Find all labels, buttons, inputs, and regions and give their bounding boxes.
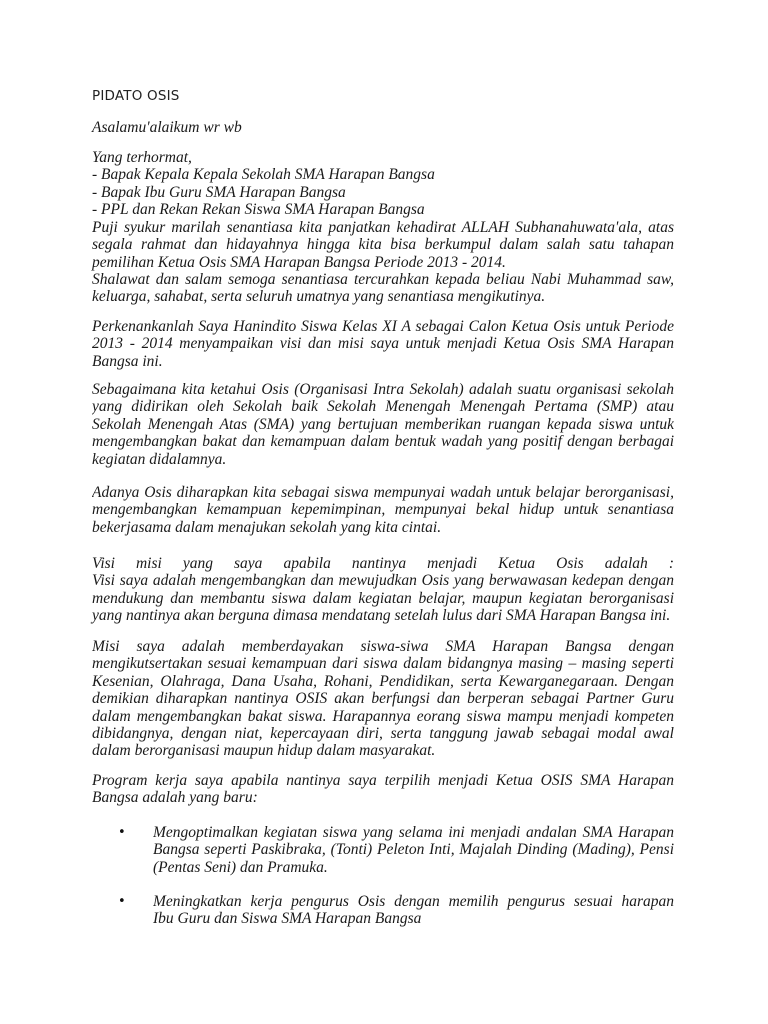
text-line: mengembangkan bakat dan kemampuan dalam bentuk wadah yang positif dengan berbagai bbox=[92, 433, 674, 451]
text-line: Kesenian, Olahraga, Dana Usaha, Rohani, Pendidikan, serta Kewarganegaraan. Dengan bbox=[92, 672, 674, 690]
bullet-icon: • bbox=[118, 894, 126, 909]
text-line: pemilihan Ketua Osis SMA Harapan Bangsa Periode 2013 - 2014. bbox=[92, 253, 506, 271]
paragraph bbox=[92, 271, 674, 306]
text-line: yang nantinya akan berguna dimasa mendatang setelah lulus dari SMA Harapan Bangsa ini. bbox=[92, 607, 671, 625]
text-line: Sekolah Menengah Atas (SMA) yang bertujuan memberikan ruangan kepada siswa untuk bbox=[92, 415, 674, 433]
bullet-item bbox=[153, 893, 674, 928]
text-line: Puji syukur marilah senantiasa kita panjatkan kehadirat ALLAH Subhanahuwata'ala, atas bbox=[92, 219, 674, 236]
paragraph bbox=[92, 772, 674, 807]
text-line: Visi saya adalah mengembangkan dan mewujudkan Osis yang berwawasan kedepan dengan bbox=[92, 572, 674, 590]
text-line: yang didirikan oleh Sekolah baik Sekolah Menengah Menengah Pertama (SMP) atau bbox=[92, 398, 674, 416]
text-line: Asalamu'alaikum wr wb bbox=[92, 119, 242, 136]
text-line: - PPL dan Rekan Rekan Siswa SMA Harapan Bangsa bbox=[92, 201, 425, 219]
text-line: Adanya Osis diharapkan kita sebagai siswa mempunyai wadah untuk belajar berorganisasi, bbox=[92, 484, 674, 501]
text-line: kegiatan didalamnya. bbox=[92, 450, 227, 468]
text-line: mengikutsertakan sesuai kemampuan dari siswa dalam bidangnya masing – masing seperti bbox=[92, 655, 674, 673]
paragraph bbox=[92, 119, 674, 136]
paragraph bbox=[92, 219, 674, 271]
text-line: Visi misi yang saya apabila nantinya menjadi Ketua Osis adalah : bbox=[92, 555, 674, 572]
text-line: Bangsa ini. bbox=[92, 352, 163, 370]
text-line: mendukung dan membantu siswa dalam kegiatan belajar, maupun kegiatan berorganisasi bbox=[92, 589, 674, 607]
paragraph bbox=[92, 484, 674, 536]
text-line: Shalawat dan salam semoga senantiasa tercurahkan kepada beliau Nabi Muhammad saw, bbox=[92, 271, 674, 288]
text-line: - Bapak Kepala Kepala Sekolah SMA Harapan Bangsa bbox=[92, 166, 435, 184]
text-line: dibidangnya, dengan niat, kepercayaan diri, serta tanggung jawab sebagai modal awal bbox=[92, 724, 674, 742]
paragraph bbox=[92, 638, 674, 760]
document-title: PIDATO OSIS bbox=[92, 88, 180, 104]
text-line: dalam berorganisasi maupun hidup dalam masyarakat. bbox=[92, 742, 436, 760]
text-line: 2013 - 2014 menyampaikan visi dan misi saya untuk menjadi Ketua Osis SMA Harapan bbox=[92, 335, 674, 353]
text-line: Ibu Guru dan Siswa SMA Harapan Bangsa bbox=[153, 910, 422, 928]
text-line: - Bapak Ibu Guru SMA Harapan Bangsa bbox=[92, 183, 346, 201]
text-line: Meningkatkan kerja pengurus Osis dengan memilih pengurus sesuai harapan bbox=[153, 893, 674, 910]
text-line: Perkenankanlah Saya Hanindito Siswa Kelas XI A sebagai Calon Ketua Osis untuk Periode bbox=[92, 318, 674, 335]
text-line: demikian diharapkan nantinya OSIS akan berfungsi dan berperan sebagai Partner Guru bbox=[92, 690, 674, 708]
text-line: Program kerja saya apabila nantinya saya terpilih menjadi Ketua OSIS SMA Harapan bbox=[92, 772, 674, 789]
text-line: Bangsa seperti Paskibraka, (Tonti) Peleton Inti, Majalah Dinding (Mading), Pensi bbox=[153, 841, 674, 859]
paragraph bbox=[92, 555, 674, 625]
bullet-item bbox=[153, 824, 674, 876]
text-line: dalam mengembangkan bakat siswa. Harapannya eorang siswa mampu menjadi kompeten bbox=[92, 707, 674, 725]
paragraph bbox=[92, 149, 674, 219]
text-line: Misi saya adalah memberdayakan siswa-siwa SMA Harapan Bangsa dengan bbox=[92, 638, 674, 655]
paragraph bbox=[92, 381, 674, 468]
text-line: keluarga, sahabat, serta seluruh umatnya yang senantiasa mengikutinya. bbox=[92, 288, 546, 306]
text-line: segala rahmat dan hidayahnya hingga kita bisa berkumpul dalam salah satu tahapan bbox=[92, 236, 674, 254]
text-line: Mengoptimalkan kegiatan siswa yang selama ini menjadi andalan SMA Harapan bbox=[153, 824, 674, 841]
text-line: Bangsa adalah yang baru: bbox=[92, 789, 258, 807]
paragraph bbox=[92, 318, 674, 370]
bullet-icon: • bbox=[118, 825, 126, 840]
text-line: (Pentas Seni) dan Pramuka. bbox=[153, 858, 328, 876]
text-line: Yang terhormat, bbox=[92, 149, 192, 166]
text-line: bekerjasama dalam menajukan sekolah yang kita cintai. bbox=[92, 518, 442, 536]
text-line: Sebagaimana kita ketahui Osis (Organisasi Intra Sekolah) adalah suatu organisasi sekolah bbox=[92, 381, 674, 398]
text-line: mengembangkan kemampuan kepemimpinan, mempunyai bekal hidup untuk senantiasa bbox=[92, 501, 674, 519]
